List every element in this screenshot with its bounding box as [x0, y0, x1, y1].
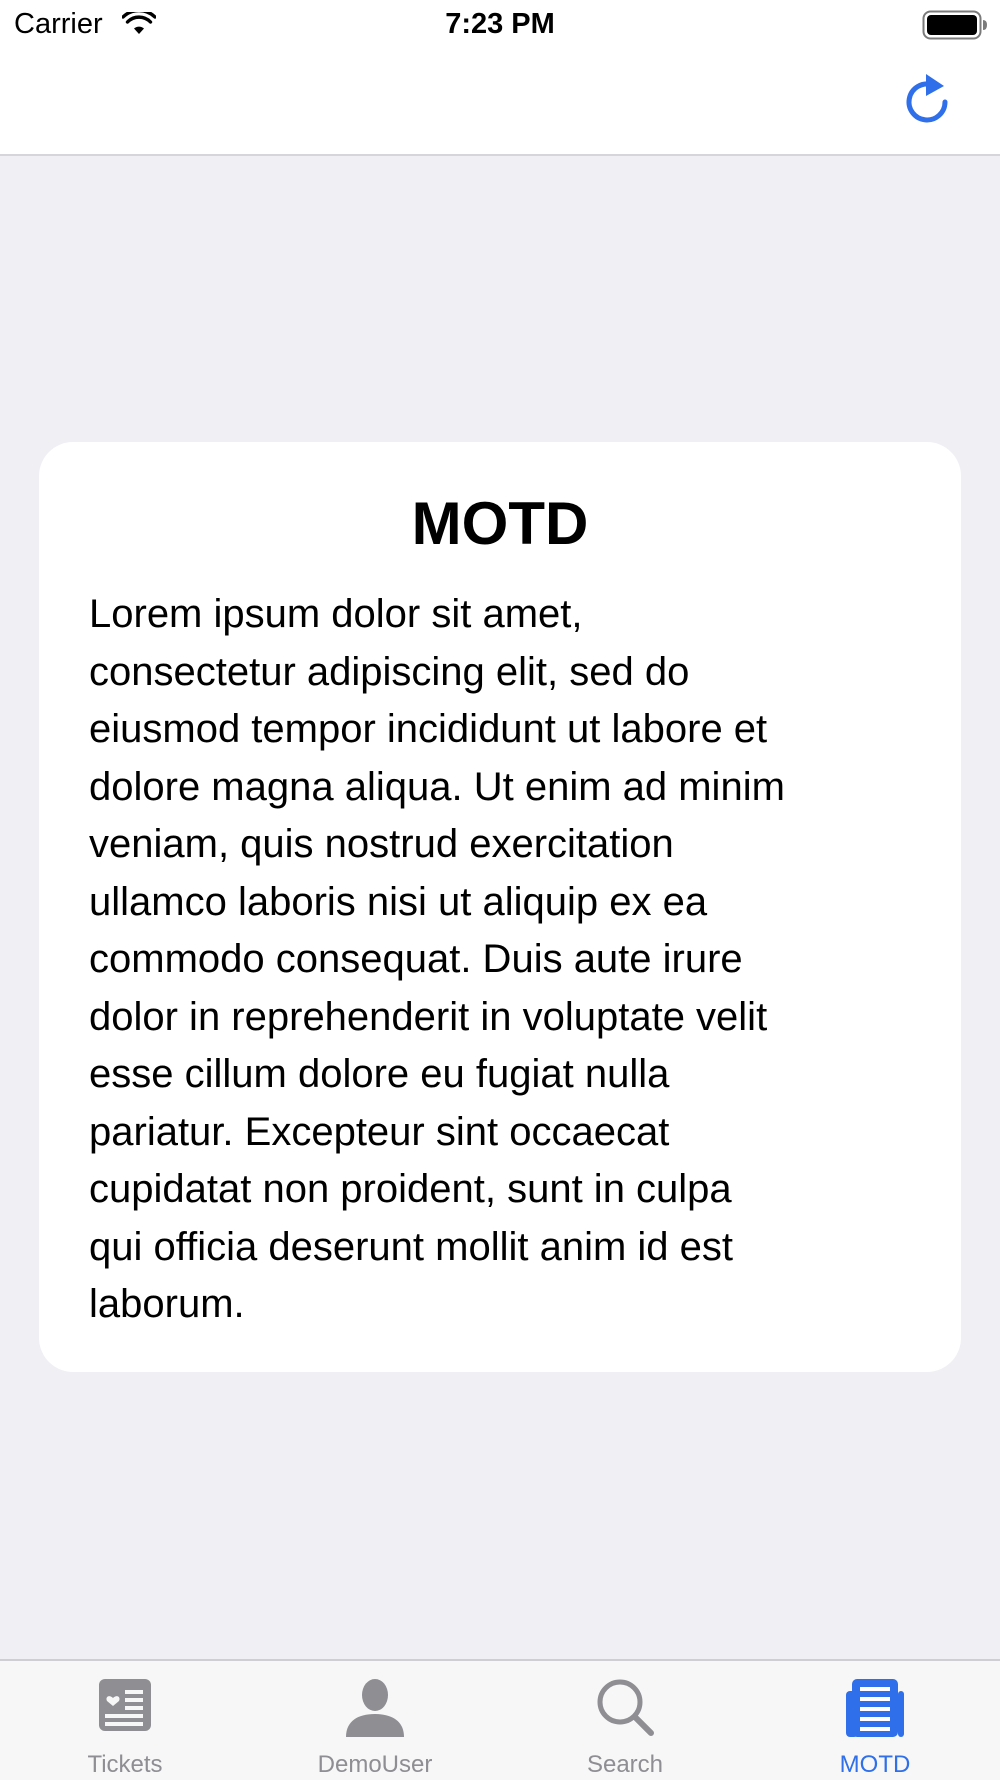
status-time: 7:23 PM	[445, 8, 555, 40]
tab-demouser-label: DemoUser	[317, 1751, 433, 1778]
navigation-bar	[0, 50, 1000, 156]
motd-card	[39, 442, 961, 1372]
motd-body: Lorem ipsum dolor sit amet, consectetur adipiscing elit, sed do eiusmod tempor incididunt ut labore et dolore magna aliqua. Ut enim ad minim veniam, quis nostrud exercitation ullamco laboris nisi ut aliquip ex ea commodo consequat. Duis aute irure dolor in reprehenderit in voluptate velit esse cillum dolore eu fugiat nulla pariatur. Excepteur sint occaecat cupidatat non proident, sunt in culpa qui officia deserunt mollit anim id est laborum.	[89, 592, 785, 1326]
tab-search[interactable]	[500, 1661, 750, 1780]
tab-demouser[interactable]	[250, 1661, 500, 1780]
tickets-icon	[97, 1677, 153, 1738]
newspaper-icon	[844, 1677, 906, 1744]
search-icon	[595, 1677, 655, 1742]
tab-search-label: Search	[586, 1751, 664, 1778]
status-bar	[0, 0, 1000, 50]
motd-title: MOTD	[411, 490, 589, 557]
user-icon	[344, 1677, 406, 1742]
carrier-label: Carrier	[14, 8, 103, 40]
tab-tickets-label: Tickets	[87, 1751, 163, 1778]
tab-motd-label: MOTD	[839, 1751, 911, 1778]
tab-tickets[interactable]	[0, 1661, 250, 1780]
refresh-button[interactable]	[898, 72, 958, 132]
battery-icon	[922, 10, 988, 45]
refresh-icon	[898, 72, 958, 132]
tab-motd[interactable]	[750, 1661, 1000, 1780]
tab-bar	[0, 1659, 1000, 1780]
